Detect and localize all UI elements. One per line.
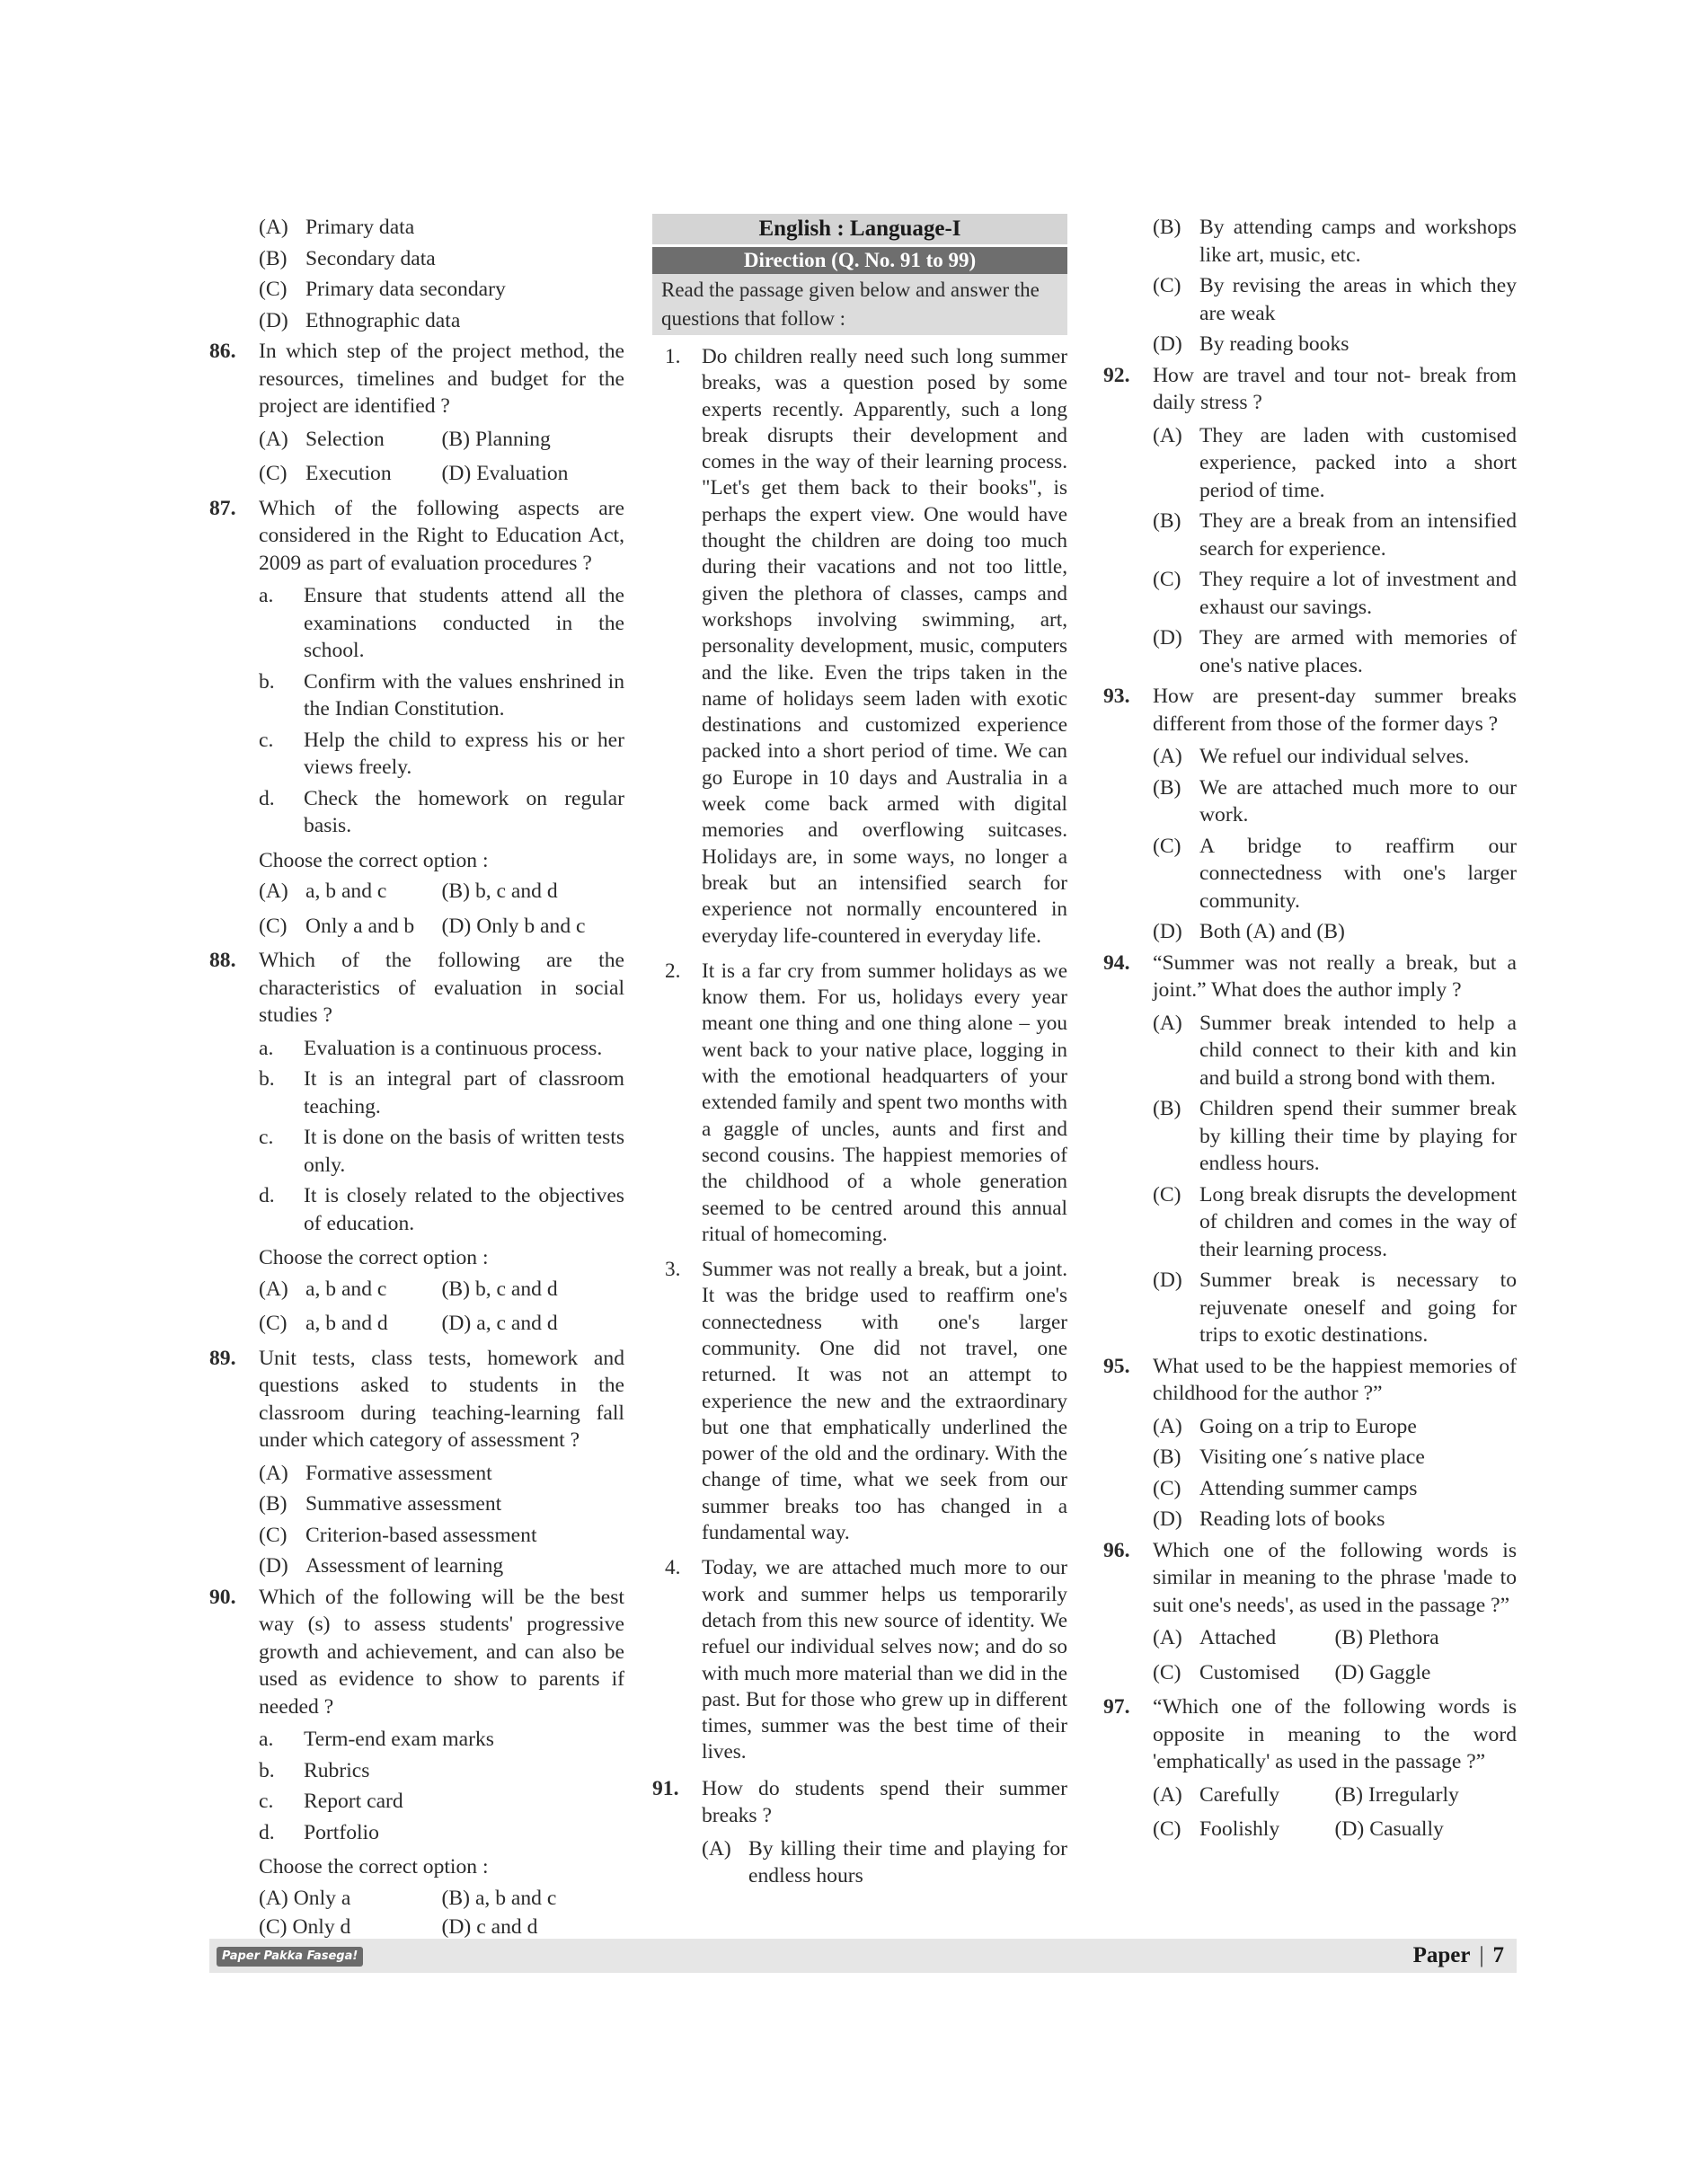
q89-option-c: (C) Criterion-based assessment	[259, 1523, 537, 1547]
q88-item-c: c. It is done on the basis of written tests only.	[259, 1126, 624, 1177]
q95-option-d: (D) Reading lots of books	[1153, 1507, 1385, 1531]
q89-option-d: (D) Assessment of learning	[259, 1554, 504, 1578]
question-87: 87. Which of the following aspects are considered in the Right to Education Act, 2009 as part of evaluation procedures ?	[209, 496, 624, 575]
passage-instruction: Read the passage given below and answer the questions that follow :	[652, 274, 1067, 335]
q92-option-a: (A) They are laden with customised experience, packed into a short period of time.	[1153, 423, 1517, 502]
direction-banner: Direction (Q. No. 91 to 99)	[652, 247, 1067, 274]
q95-option-c: (C) Attending summer camps	[1153, 1476, 1418, 1500]
q92-option-d: (D) They are armed with memories of one's native places.	[1153, 626, 1517, 677]
q94-option-d: (D) Summer break is necessary to rejuvenate oneself and going for trips to exotic destinations.	[1153, 1269, 1517, 1347]
question-92: 92. How are travel and tour not- break from daily stress ?	[1103, 363, 1517, 414]
q93-option-c: (C) A bridge to reaffirm our connectedness with one's larger community.	[1153, 834, 1517, 913]
question-86: 86. In which step of the project method, the resources, timelines and budget for the project are identified ?	[209, 340, 624, 418]
q91-option-d: (D) By reading books	[1153, 332, 1350, 356]
q88-item-b: b. It is an integral part of classroom teaching.	[259, 1067, 624, 1118]
q87-item-d: d. Check the homework on regular basis.	[259, 786, 624, 837]
left-column	[209, 214, 624, 1949]
question-93: 93. How are present-day summer breaks different from those of the former days ?	[1103, 685, 1517, 736]
q86-options-row-1: (A) Selection (B) Planning	[259, 427, 551, 451]
q88-options-row-2: (C) a, b and d (D) a, c and d	[259, 1312, 558, 1335]
separator: |	[1479, 1943, 1484, 1967]
q90-item-d: d. Portfolio	[259, 1820, 379, 1844]
q96-options-row-2: (C) Customised (D) Gaggle	[1153, 1660, 1431, 1684]
q93-option-d: (D) Both (A) and (B)	[1153, 920, 1345, 943]
q92-option-b: (B) They are a break from an intensified search for experience.	[1153, 509, 1517, 561]
q95-option-a: (A) Going on a trip to Europe	[1153, 1414, 1417, 1438]
q85-option-a: (A) Primary data	[259, 216, 415, 239]
q85-options	[209, 214, 624, 334]
q87-options-row-2: (C) Only a and b (D) Only b and c	[259, 914, 586, 938]
q87-item-b: b. Confirm with the values enshrined in the Indian Constitution.	[259, 669, 624, 720]
q87-item-c: c. Help the child to express his or her views freely.	[259, 728, 624, 779]
q91-option-a: (A) By killing their time and playing for endless hours	[702, 1836, 1067, 1888]
passage-paragraph-4: 4. Today, we are attached much more to our work and summer helps us temporarily detach from this new source of identity. We refuel our individual selves now; and do so with much more material than we did in the past. But for those who grew up in different times, summer was the best time of their lives.	[665, 1556, 1067, 1764]
passage-paragraph-3: 3. Summer was not really a break, but a joint. It was the bridge used to reaffirm one's connectedness with one's larger community. One did not travel, one returned. It was not an attempt to experience the new and the extraordinary but one that emphatically underlined the power of the old and the ordinary. With the change of time, what we seek from our summer breaks too has changed in a fundamental way.	[665, 1258, 1067, 1545]
q94-option-a: (A) Summer break intended to help a child connect to their kith and kin and build a strong bond with them.	[1153, 1011, 1517, 1090]
q86-options-row-2: (C) Execution (D) Evaluation	[259, 462, 569, 485]
passage-paragraph-2: 2. It is a far cry from summer holidays as we know them. For us, holidays every year meant one thing and one thing alone – you went back to your native place, logging in with the emotional headquarters of your extended family and spent two months with a gaggle of uncles, aunts and first and second cousins. The happiest memories of the childhood of a whole generation seemed to be centred around this annual ritual of homecoming.	[665, 959, 1067, 1246]
question-89: 89. Unit tests, class tests, homework and questions asked to students in the classroom during teaching-learning fall under which category of assessment ?	[209, 1346, 624, 1452]
q87-item-a: a. Ensure that students attend all the examinations conducted in the school.	[259, 584, 624, 662]
question-88: 88. Which of the following are the characteristics of evaluation in social studies ?	[209, 949, 624, 1027]
publisher-logo: Paper Pakka Fasega!	[217, 1947, 363, 1967]
q93-option-b: (B) We are attached much more to our work.	[1153, 775, 1517, 827]
q90-choose-prompt: Choose the correct option :	[259, 1855, 489, 1879]
question-94: 94. “Summer was not really a break, but a joint.” What does the author imply ?	[1103, 950, 1517, 1002]
q92-option-c: (C) They require a lot of investment and exhaust our savings.	[1153, 568, 1517, 619]
q93-option-a: (A) We refuel our individual selves.	[1153, 745, 1470, 768]
q90-item-b: b. Rubrics	[259, 1758, 370, 1782]
q94-option-c: (C) Long break disrupts the development of children and comes in the way of their learning process.	[1153, 1182, 1517, 1261]
q85-option-b: (B) Secondary data	[259, 246, 436, 270]
page-footer	[209, 1939, 1517, 1973]
q97-options-row-1: (A) Carefully (B) Irregularly	[1153, 1782, 1459, 1807]
q90-options-row-2: (C) Only d (D) c and d	[259, 1915, 538, 1939]
q88-choose-prompt: Choose the correct option :	[259, 1246, 489, 1269]
section-title: English : Language-I	[652, 214, 1067, 244]
q94-option-b: (B) Children spend their summer break by killing their time by playing for endless hours.	[1153, 1097, 1517, 1175]
q85-option-c: (C) Primary data secondary	[259, 278, 506, 301]
q97-options-row-2: (C) Foolishly (D) Casually	[1153, 1817, 1444, 1841]
right-column	[1103, 214, 1517, 1851]
q96-options-row-1: (A) Attached (B) Plethora	[1153, 1626, 1439, 1649]
middle-column	[652, 214, 1067, 1894]
q89-option-b: (B) Summative assessment	[259, 1492, 502, 1516]
question-96: 96. Which one of the following words is similar in meaning to the phrase 'made to suit one's needs', as used in the passage ?”	[1103, 1538, 1517, 1617]
question-97: 97. “Which one of the following words is opposite in meaning to the word 'emphatically' as used in the passage ?”	[1103, 1695, 1517, 1773]
question-95: 95. What used to be the happiest memories of childhood for the author ?”	[1103, 1354, 1517, 1405]
question-91: 91. How do students spend their summer breaks ?	[652, 1776, 1067, 1828]
question-90: 90. Which of the following will be the best way (s) to assess students' progressive growth and achievement, and can also be used as evidence to show to parents if needed ?	[209, 1585, 624, 1719]
q90-item-c: c. Report card	[259, 1790, 403, 1813]
q89-option-a: (A) Formative assessment	[259, 1461, 492, 1485]
paper-label: Paper	[1412, 1943, 1471, 1967]
passage-paragraph-1: 1. Do children really need such long summer breaks, was a question posed by some experts recently. Apparently, such a long break disrupts their development and comes in the way of their learning process. "Let's get them back to their books", is perhaps the expert view. One would have thought the children are doing too much during their vacations and not too little, given the plethora of classes, camps and workshops involving swimming, art, personality development, music, computers and the like. Even the trips taken in the name of holidays seem laden with exotic destinations and customized experience packed into a short period of time. We can go Europe in 10 days and Australia in a week come back armed with digital memories and overflowing suitcases. Holidays are, in some ways, no longer a break but an intensified search for experience not normally encountered in everyday life-countered in everyday life.	[665, 345, 1067, 948]
q88-options-row-1: (A) a, b and c (B) b, c and d	[259, 1277, 558, 1301]
q91-option-c: (C) By revising the areas in which they are weak	[1153, 274, 1517, 325]
q88-item-d: d. It is closely related to the objectives of education.	[259, 1184, 624, 1235]
q95-option-b: (B) Visiting one´s native place	[1153, 1445, 1425, 1469]
page-number-label	[1413, 1939, 1504, 1973]
q87-options-row-1: (A) a, b and c (B) b, c and d	[259, 880, 558, 903]
q90-options-row-1: (A) Only a (B) a, b and c	[259, 1886, 557, 1910]
q88-item-a: a. Evaluation is a continuous process.	[259, 1036, 603, 1060]
q90-item-a: a. Term-end exam marks	[259, 1728, 494, 1751]
page-number: 7	[1492, 1943, 1504, 1967]
q91-option-b: (B) By attending camps and workshops like art, music, etc.	[1153, 216, 1517, 267]
q85-option-d: (D) Ethnographic data	[259, 308, 461, 332]
q87-choose-prompt: Choose the correct option :	[259, 848, 489, 872]
